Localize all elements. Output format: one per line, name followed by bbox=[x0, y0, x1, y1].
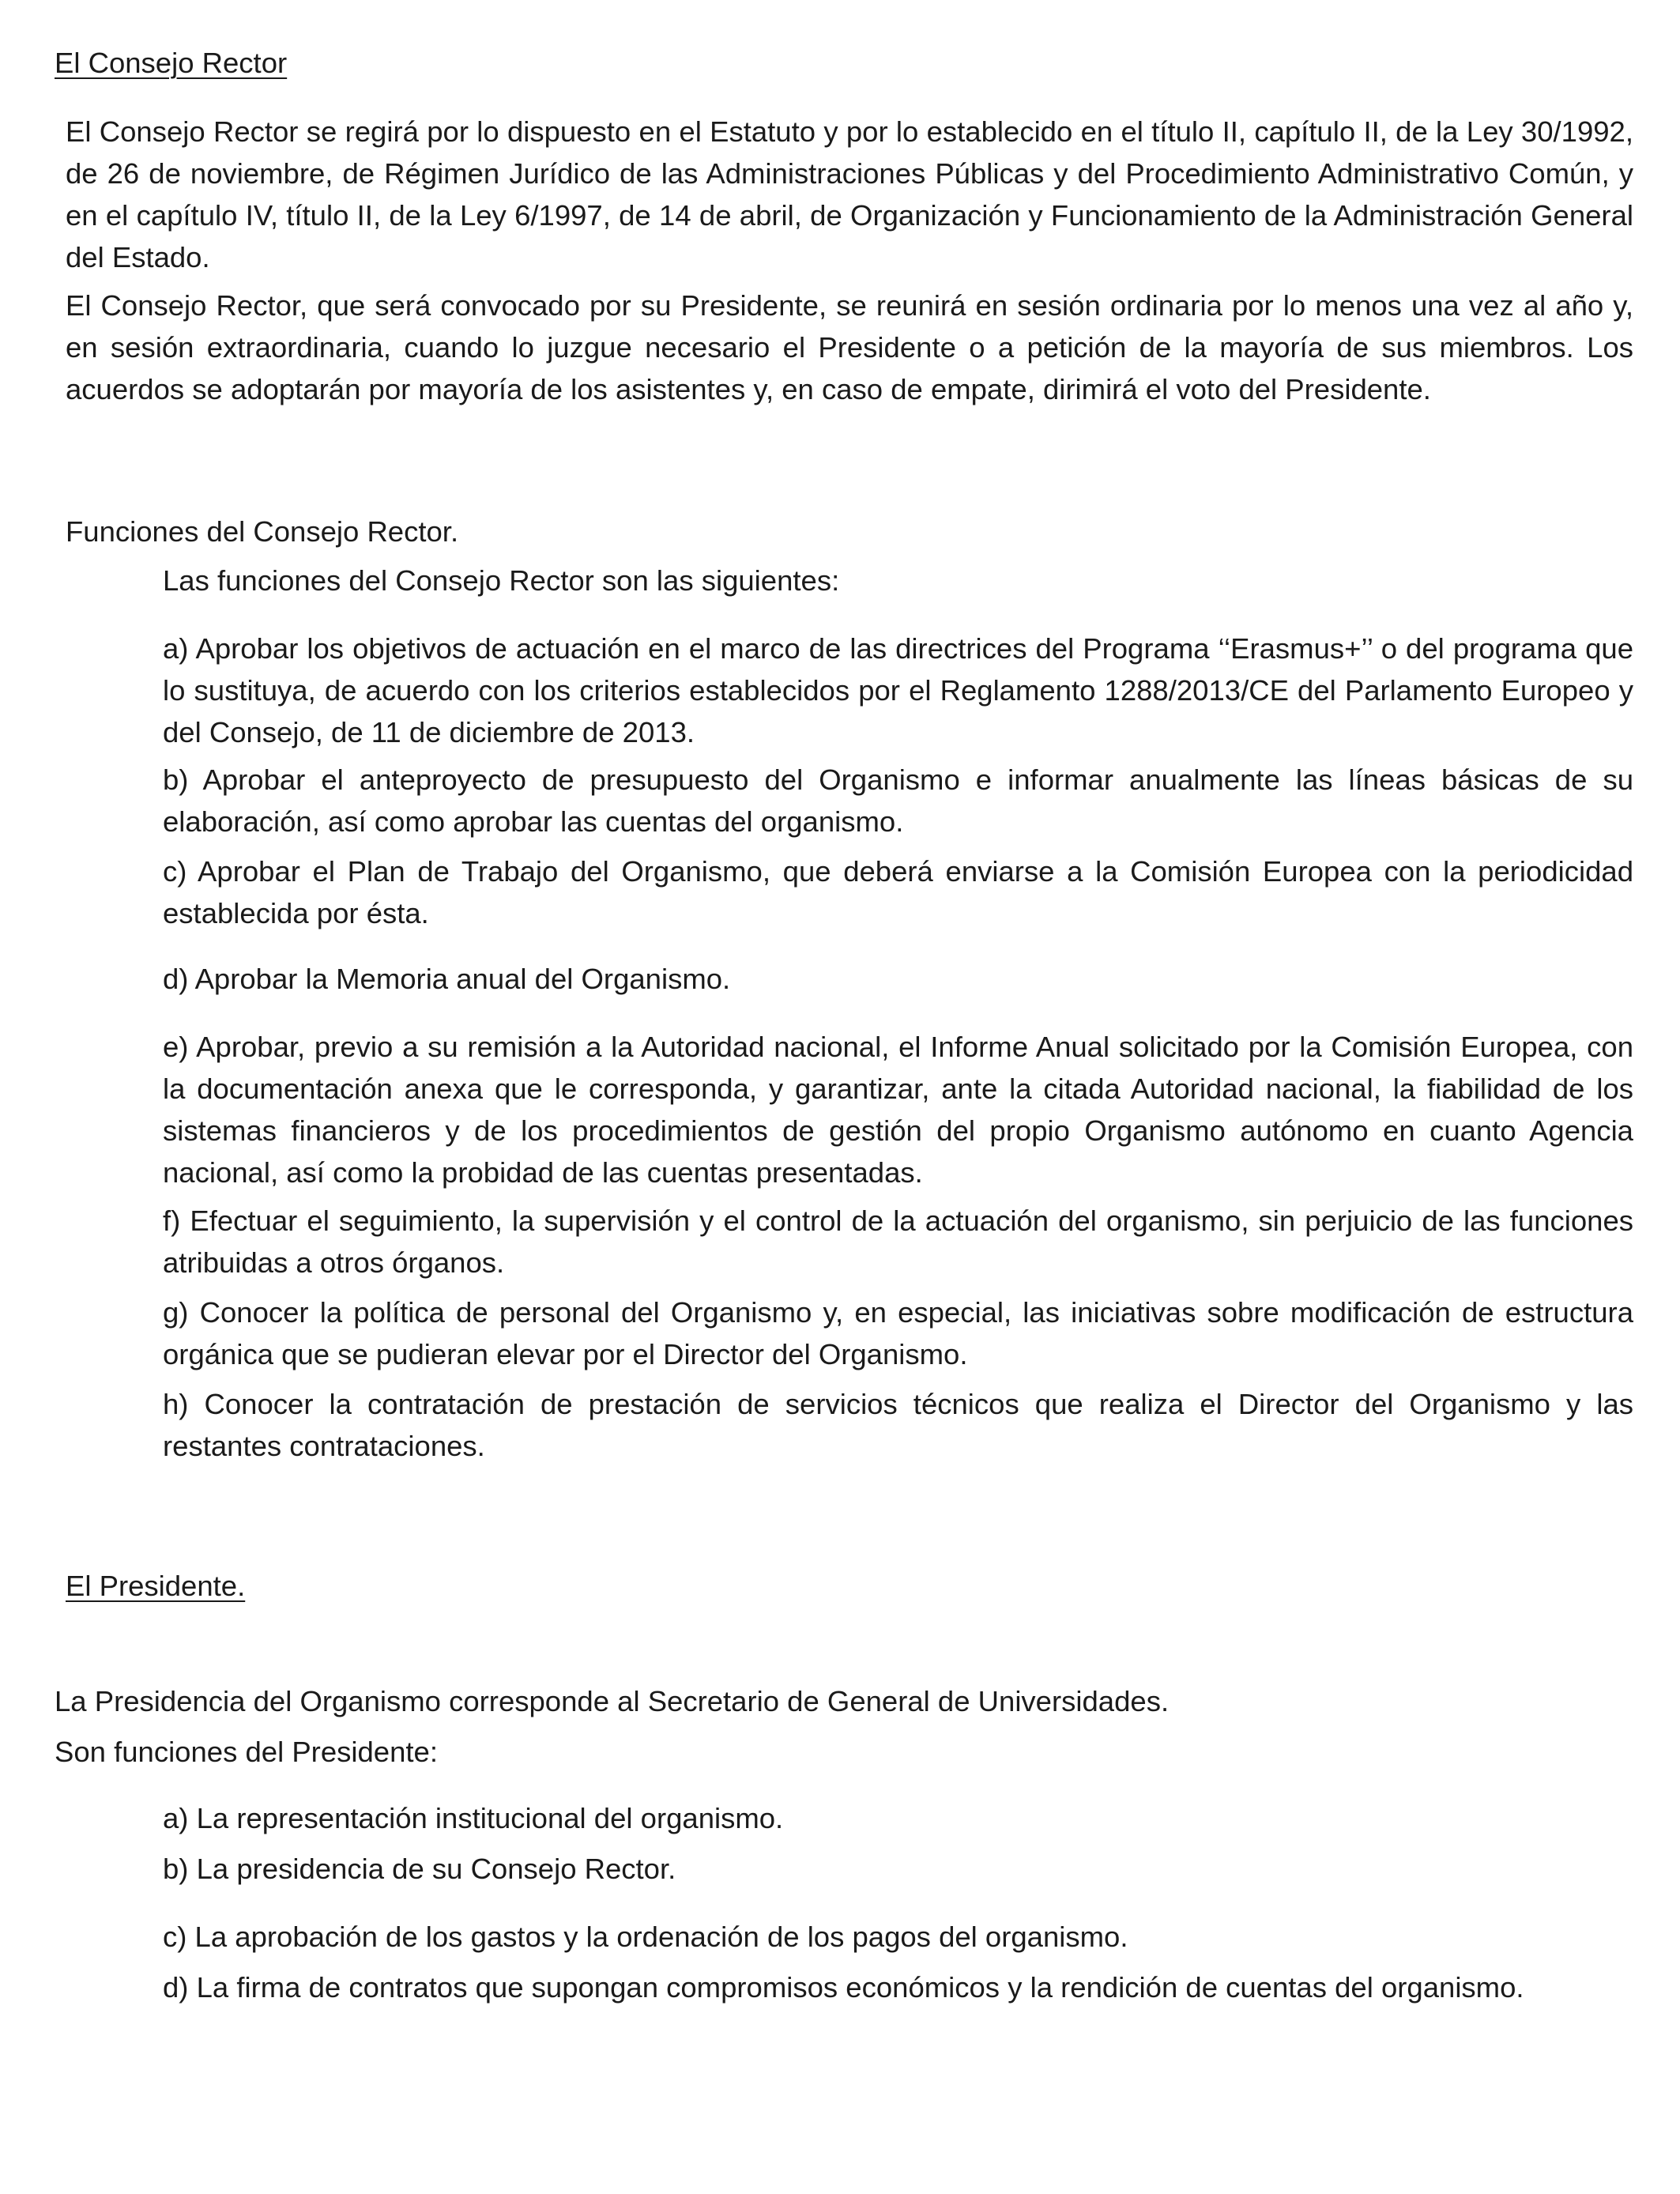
paragraph-consejo-sesiones: El Consejo Rector, que será convocado por su Presidente, se reunirá en sesión ordinaria por lo menos una vez al año y, en sesión extraordinaria, cuando lo juzgue necesario el Presidente o a petición de la mayoría de sus miembros. Los acuerdos se adoptarán por mayoría de los asistentes y, en caso de empate, dirimirá el voto del Presidente. bbox=[66, 289, 1633, 405]
section-heading-presidente: El Presidente. bbox=[66, 1570, 246, 1602]
presidencia-line: La Presidencia del Organismo corresponde al Secretario de General de Universidades. bbox=[55, 1685, 1170, 1717]
list-item-presidente-d: d) La firma de contratos que supongan compromisos económicos y la rendición de cuentas del organismo. bbox=[163, 1971, 1524, 2004]
list-item-presidente-c: c) La aprobación de los gastos y la ordenación de los pagos del organismo. bbox=[163, 1921, 1128, 1953]
section-heading-consejo-rector: El Consejo Rector bbox=[55, 47, 288, 79]
list-item-presidente-b: b) La presidencia de su Consejo Rector. bbox=[163, 1853, 676, 1885]
list-item-funcion-c: c) Aprobar el Plan de Trabajo del Organismo, que deberá enviarse a la Comisión Europea con la periodicidad establecida por ésta. bbox=[163, 855, 1633, 929]
list-item-funcion-a: a) Aprobar los objetivos de actuación en el marco de las directrices del Programa ‘‘Erasmus+’’ o del programa que lo sustituya, de acuerdo con los criterios establecidos por el Reglamento 1288/2013/CE del Parlamento Europeo y del Consejo, de 11 de diciembre de 2013. bbox=[163, 632, 1633, 748]
list-item-funcion-h: h) Conocer la contratación de prestación de servicios técnicos que realiza el Director del Organismo y las restantes contrataciones. bbox=[163, 1388, 1633, 1462]
section-heading-funciones: Funciones del Consejo Rector. bbox=[66, 515, 459, 548]
list-item-funcion-b: b) Aprobar el anteproyecto de presupuesto del Organismo e informar anualmente las líneas básicas de su elaboración, así como aprobar las cuentas del organismo. bbox=[163, 763, 1633, 838]
list-item-funcion-e: e) Aprobar, previo a su remisión a la Autoridad nacional, el Informe Anual solicitado por la Comisión Europea, con la documentación anexa que le corresponda, y garantizar, ante la citada Autoridad nacional, la fiabilidad de los sistemas financieros y de los procedimientos de gestión del propio Organismo autónomo en cuanto Agencia nacional, así como la probidad de las cuentas presentadas. bbox=[163, 1031, 1633, 1189]
list-item-presidente-a: a) La representación institucional del organismo. bbox=[163, 1802, 784, 1834]
list-item-funcion-d: d) Aprobar la Memoria anual del Organismo. bbox=[163, 963, 731, 995]
paragraph-consejo-regimen: El Consejo Rector se regirá por lo dispuesto en el Estatuto y por lo establecido en el título II, capítulo II, de la Ley 30/1992, de 26 de noviembre, de Régimen Jurídico de las Administraciones Públicas y del Procedimiento Administrativo Común, y en el capítulo IV, título II, de la Ley 6/1997, de 14 de abril, de Organización y Funcionamiento de la Administración General del Estado. bbox=[66, 115, 1633, 273]
list-item-funcion-g: g) Conocer la política de personal del Organismo y, en especial, las iniciativas sobre modificación de estructura orgánica que se pudieran elevar por el Director del Organismo. bbox=[163, 1296, 1633, 1370]
funciones-presidente-line: Son funciones del Presidente: bbox=[55, 1736, 438, 1768]
list-item-funcion-f: f) Efectuar el seguimiento, la supervisión y el control de la actuación del organismo, sin perjuicio de las funciones atribuidas a otros órganos. bbox=[163, 1204, 1633, 1279]
funciones-intro: Las funciones del Consejo Rector son las siguientes: bbox=[163, 564, 840, 597]
